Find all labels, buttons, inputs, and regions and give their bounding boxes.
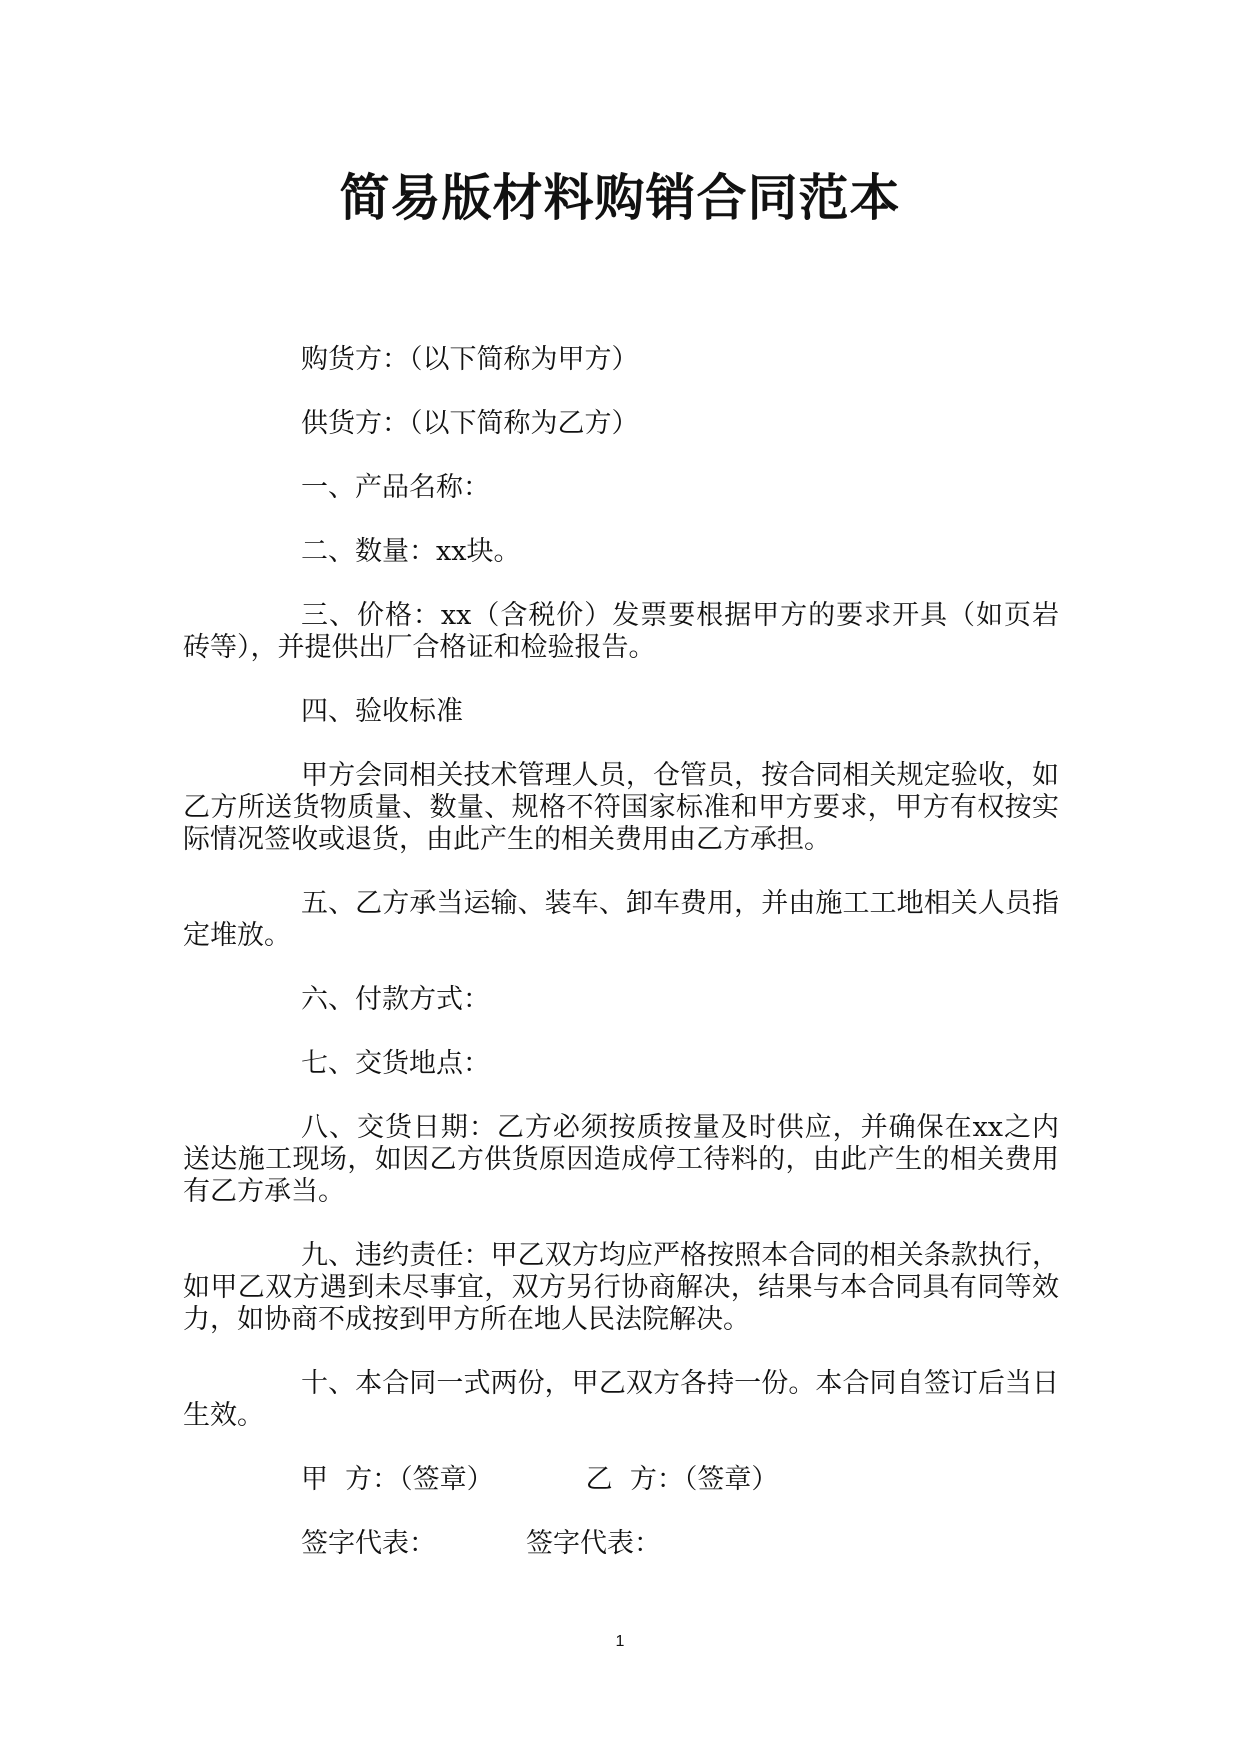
document-title: 简易版材料购销合同范本 [339, 169, 901, 227]
page-number: 1 [615, 1633, 625, 1650]
party-b-seal-label: 乙 方：（签章） [585, 1464, 779, 1495]
signature-seal-row [183, 1464, 1059, 1496]
paragraph-supplier: 供货方：（以下简称为乙方） [301, 408, 639, 439]
paragraph-liability: 九、违约责任：甲乙双方均应严格按照本合同的相关条款执行，如甲乙双方遇到未尽事宜，双方另行协商解决，结果与本合同具有同等效力，如协商不成按到甲方所在地人民法院解决。 [183, 1240, 1059, 1335]
paragraph-product-name: 一、产品名称： [301, 472, 490, 503]
paragraph-delivery-location: 七、交货地点： [301, 1048, 490, 1079]
paragraph-acceptance-detail: 甲方会同相关技术管理人员，仓管员，按合同相关规定验收，如乙方所送货物质量、数量、规格不符国家标准和甲方要求，甲方有权按实际情况签收或退货，由此产生的相关费用由乙方承担。 [183, 760, 1059, 855]
paragraph-acceptance-heading: 四、验收标准 [301, 696, 463, 727]
paragraph-price: 三、价格：xx（含税价）发票要根据甲方的要求开具（如页岩砖等），并提供出厂合格证和检验报告。 [183, 600, 1059, 663]
party-a-representative-label: 签字代表： [301, 1528, 436, 1559]
party-a-seal-label: 甲 方：（签章） [301, 1464, 494, 1495]
paragraph-buyer: 购货方：（以下简称为甲方） [301, 344, 639, 375]
paragraph-delivery-date: 八、交货日期：乙方必须按质按量及时供应，并确保在xx之内送达施工现场，如因乙方供货原因造成停工待料的，由此产生的相关费用有乙方承当。 [183, 1112, 1059, 1207]
paragraph-payment-method: 六、付款方式： [301, 984, 490, 1015]
document-body [183, 344, 1059, 1592]
paragraph-copies: 十、本合同一式两份，甲乙双方各持一份。本合同自签订后当日生效。 [183, 1368, 1059, 1431]
party-b-representative-label: 签字代表： [526, 1528, 661, 1559]
paragraph-transport: 五、乙方承当运输、装车、卸车费用，并由施工工地相关人员指定堆放。 [183, 888, 1059, 951]
paragraph-quantity: 二、数量：xx块。 [301, 536, 521, 567]
signature-representative-row [183, 1528, 1059, 1560]
